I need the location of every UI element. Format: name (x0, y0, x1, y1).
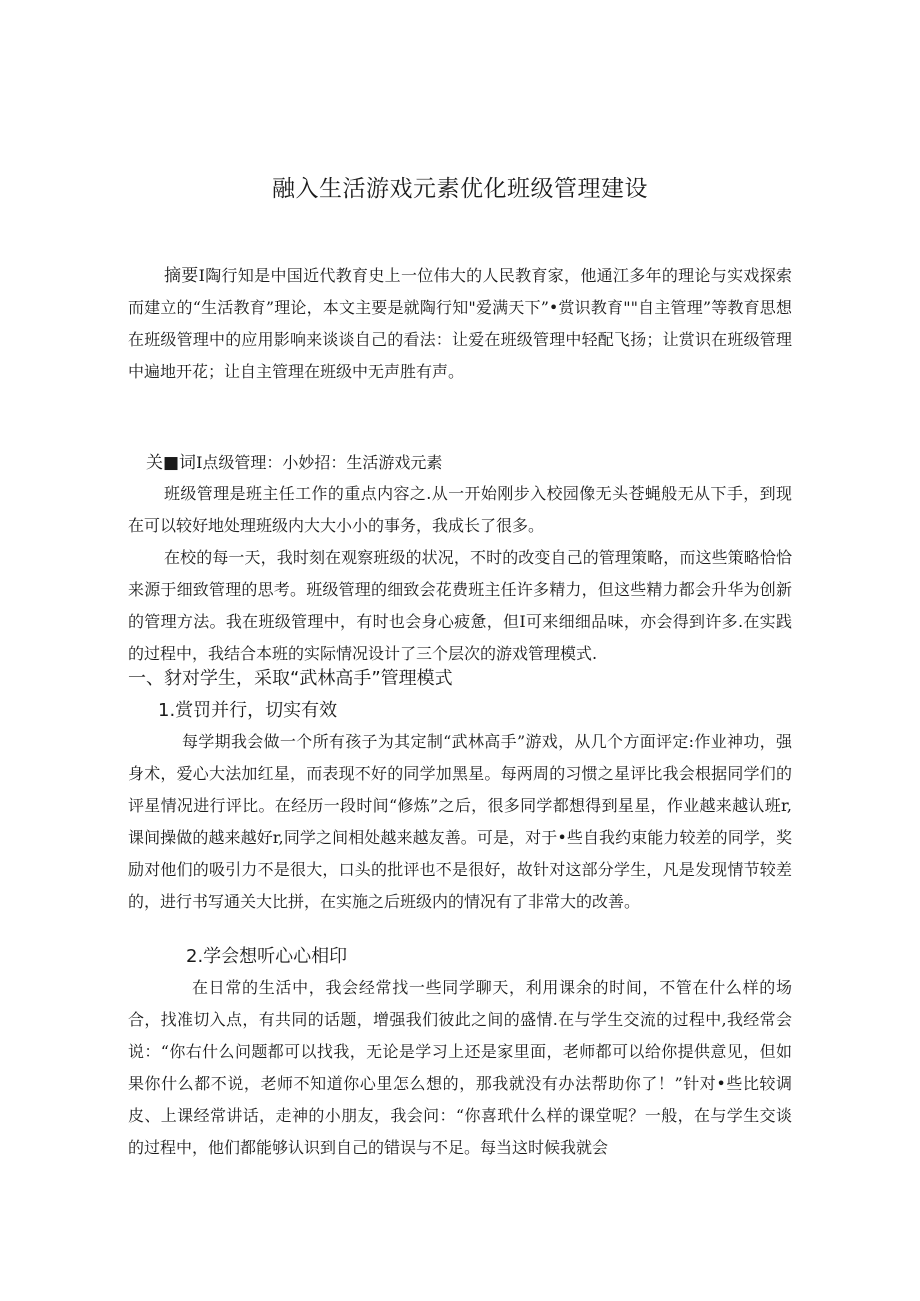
keywords-text: I点级管理：小妙招：生活游戏元素 (196, 453, 443, 472)
subsection-heading-1-1: 1.赏罚并行，切实有效 (158, 700, 338, 721)
keywords-paragraph (128, 447, 792, 479)
keywords-label: 关■词 (146, 453, 197, 473)
body-paragraph-4: 在日常的生活中，我会经常找一些同学聊天，利用课余的时间，不管在什么样的场合，找准切入点，有共同的话题，增强我们彼此之间的盛情.在与学生交流的过程中,我经常会说：“你右什么问题都可以找我，无论是学习上还是家里面，老师都可以给你提供意见，但如果你什么都不说，老师不知道你心里怎么想的，那我就没有办法帮助你了！”针对•些比较调皮、上课经常讲话，走神的小朋友，我会问：“你喜玳什么样的课堂呢？一般，在与学生交谈的过程中，他们都能够认识到自己的错误与不足。每当这时候我就会 (128, 978, 792, 1157)
section-heading-1: 一、豺对学生，采取“武林高手”管理模式 (128, 668, 453, 689)
subsection-heading-1-2: 2.学会想听心心相印 (186, 946, 348, 967)
document-title: 融入生活游戏元素优化班级管理建设 (272, 176, 648, 202)
body-paragraph-2: 在校的每一天，我时刻在观察班级的状况，不时的改变自己的管理策略，而这些策略恰恰来源于细致管理的思考。班级管理的细致会花费班主任许多精力，但这些精力都会升华为创新的管理方法。我在班级管理中，有时也会身心疲惫，但I可来细细品味，亦会得到许多.在实践的过程中，我结合本班的实际情况设计了三个层次的游戏管理模式. (128, 548, 792, 663)
abstract-text: I陶行知是中国近代教育史上一位伟大的人民教育家，他通江多年的理论与实戏探索而建立的“生活教育”理论，本文主要是就陶行知"爱满天下”•赏识教育""自主管理”等教育思想在班级管理中的应用影响来谈谈自己的看法：让爱在班级管理中轻配飞扬；让赏识在班级管理中遍地开花；让自主管理在班级中无声胜有声。 (128, 266, 793, 381)
abstract-label: 摘要 (164, 266, 199, 286)
abstract-paragraph (128, 260, 792, 388)
body-paragraph-3: 每学期我会做一个所有孩子为其定制“武林高手”游戏，从几个方面评定:作业神功，强身术，爱心大法加红星，而表现不好的同学加黑星。每两周的习惯之星评比我会根据同学们的评星情况进行评比。在经历一段时间“修炼”之后，很多同学都想得到星星，作业越来越认班r,课间操做的越来越好r,同学之间相处越来越友善。可是，对于•些自我约束能力较差的同学，奖励对他们的吸引力不是很大，口头的批评也不是很好，故针对这部分学生，凡是发现情节较差的，进行书写通关大比拼，在实施之后班级内的情况有了非常大的改善。 (128, 732, 792, 911)
body-paragraph-1: 班级管理是班主任工作的重点内容之.从一开始刚步入校园像无头苍蝇般无从下手，到现在可以较好地处理班级内大大小小的事务，我成长了很多。 (128, 484, 792, 535)
